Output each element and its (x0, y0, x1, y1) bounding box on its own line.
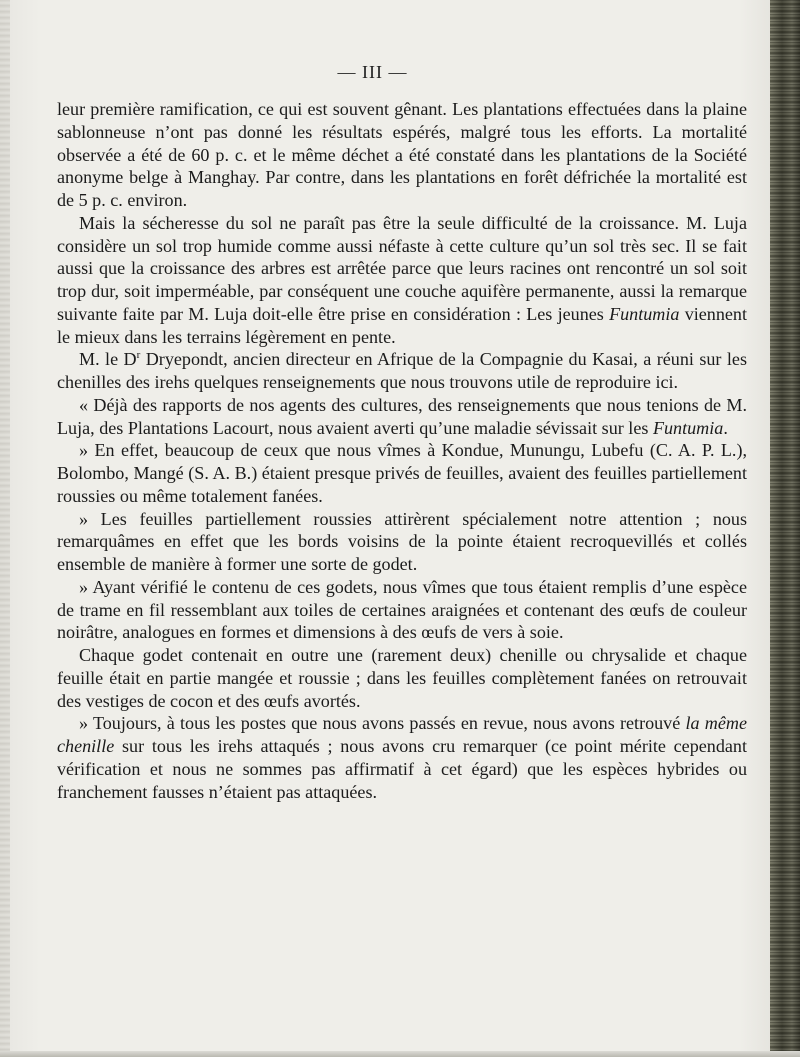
paragraph-3 (57, 348, 747, 394)
page-number: — III — (337, 62, 408, 82)
paragraph-1: leur première ramification, ce qui est souvent gênant. Les plantations effectuées dans la plaine sablonneuse n’ont pas donné les résultats espérés, malgré tous les efforts. La mortalité observée a été de 60 p. c. et le même déchet a été constaté dans les plantations de la Société anonyme belge à Manghay. Par contre, dans les plantations en forêt défrichée la mortalité est de 5 p. c. environ. (57, 99, 747, 210)
paragraph-9-text-b: sur tous les irehs attaqués ; nous avons cru remarquer (ce point mérite cependant vérification et nous ne sommes pas affirmatif à cet égard) que les espèces hybrides ou franchement fausses n’étaient pas attaquées. (57, 736, 747, 802)
paragraph-5: » En effet, beaucoup de ceux que nous vîmes à Kondue, Munungu, Lubefu (C. A. P. L.), Bolombo, Mangé (S. A. B.) étaient presque privés de feuilles, avaient des feuilles partiellement roussies ou même totalement fanées. (57, 440, 747, 506)
left-page-edge (0, 0, 10, 1057)
paragraph-4-italic: Funtumia (652, 417, 724, 438)
paragraph-4 (57, 394, 747, 440)
right-book-edge (770, 0, 800, 1057)
paragraph-3-text-b: Dryepondt, ancien directeur en Afrique de la Compagnie du Kasai, a réuni sur les chenilles des irehs quelques renseignements que nous trouvons utile de reproduire ici. (57, 349, 747, 392)
paragraph-7: » Ayant vérifié le contenu de ces godets, nous vîmes que tous étaient remplis d’une espèce de trame en fil ressemblant aux toiles de certaines araignées et contenant des œufs de couleur noirâtre, analogues en formes et dimensions à des œufs de vers à soie. (57, 576, 747, 643)
paragraph-6: » Les feuilles partiellement roussies attirèrent spécialement notre attention ; nous remarquâmes en effet que les bords voisins de la pointe étaient recroquevillés et collés ensemble de manière à former une sorte de godet. (57, 508, 747, 574)
paragraph-4-text-a: « Déjà des rapports de nos agents des cultures, des renseignements que nous tenions de M. Luja, des Plantations Lacourt, nous avaient averti qu’une maladie sévissait sur les (57, 394, 747, 438)
paragraph-2-italic: Funtumia (609, 303, 680, 324)
paragraph-4-text-b: . (723, 417, 728, 438)
paragraph-9-italic: la même chenille (57, 713, 747, 756)
paragraph-8: Chaque godet contenait en outre une (rarement deux) chenille ou chrysalide et chaque feuille était en partie mangée et roussie ; dans les feuilles complètement fanées on retrouvait des vestiges de cocon et des œufs avortés. (57, 645, 747, 711)
paragraph-3-superscript: r (136, 349, 141, 362)
paragraph-2 (57, 212, 747, 349)
paragraph-2-text-b: viennent le mieux dans les terrains légèrement en pente. (57, 303, 748, 347)
paragraph-3-text-a: M. le D (79, 349, 137, 370)
bottom-page-edge (0, 1051, 800, 1057)
paragraph-2-text-a: Mais la sécheresse du sol ne paraît pas être la seule difficulté de la croissance. M. Luja considère un sol trop humide comme aussi néfaste à cette culture qu’un sol très sec. Il se fait aussi que la croissance des arbres est arrêtée parce que leurs racines ont rencontré un sol soit trop dur, soit imperméable, par conséquent une couche aquifère permanente, aussi la remarque suivante faite par M. Luja doit-elle être prise en considération : Les jeunes (57, 212, 747, 324)
paragraph-9 (57, 712, 747, 803)
body-text (57, 98, 747, 803)
paragraph-9-text-a: » Toujours, à tous les postes que nous avons passés en revue, nous avons retrouvé (79, 713, 686, 734)
